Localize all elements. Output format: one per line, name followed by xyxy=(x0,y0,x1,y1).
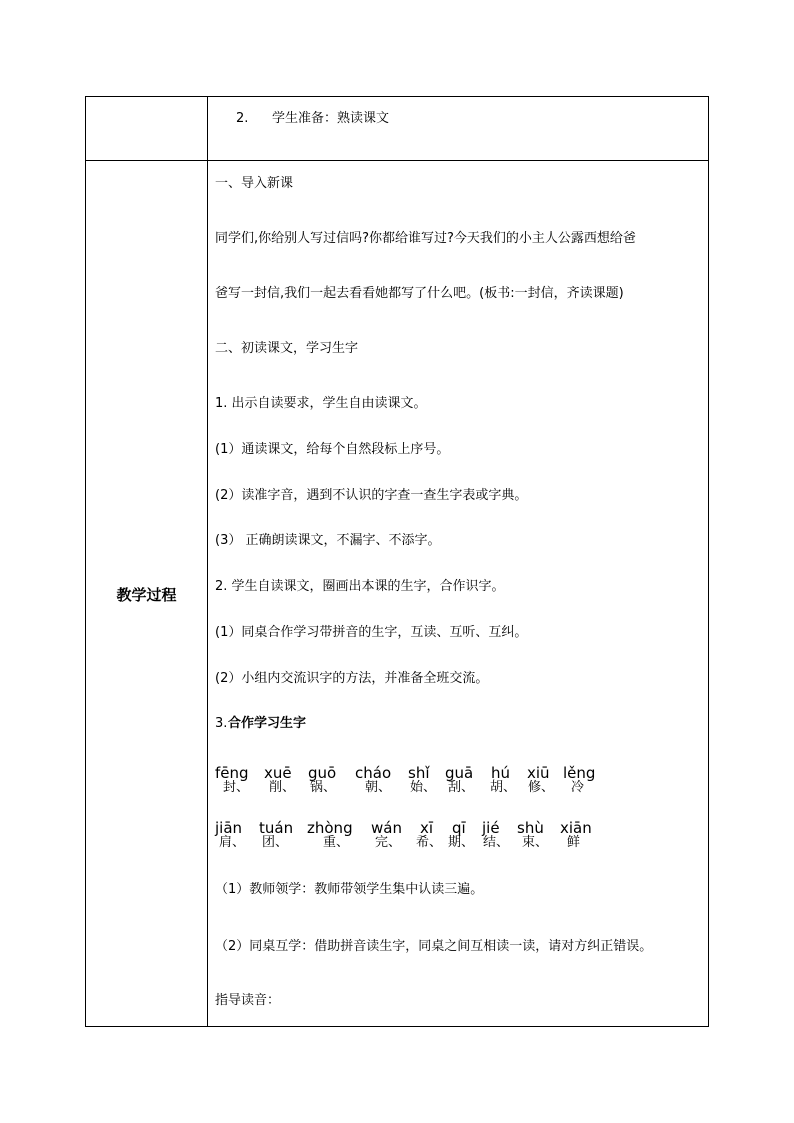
hanzi: 希、 xyxy=(416,835,443,850)
pinyin: wán xyxy=(371,819,402,837)
pinyin: guō xyxy=(308,764,337,782)
hanzi: 修、 xyxy=(528,780,555,795)
step-1-a: (1）通读课文，给每个自然段标上序号。 xyxy=(215,442,450,457)
teach-step-1: （1）教师领学：教师带领学生集中认读三遍。 xyxy=(215,882,484,897)
step-2-a: (1）同桌合作学习带拼音的生字，互读、互听、互纠。 xyxy=(215,625,528,640)
prep-number: 2. xyxy=(236,111,249,126)
hanzi: 团、 xyxy=(262,835,289,850)
pinyin: lěng xyxy=(563,764,596,782)
step-1-b: (2）读准字音，遇到不认识的字查一查生字表或字典。 xyxy=(215,488,528,503)
read-heading: 二、初读课文，学习生字 xyxy=(215,341,359,356)
pinyin: shù xyxy=(517,819,544,837)
intro-paragraph-2: 爸写一封信,我们一起去看看她都写了什么吧。(板书:一封信，齐读课题) xyxy=(215,286,624,301)
hanzi: 锅、 xyxy=(310,780,337,795)
step-3-title: 合作学习生字 xyxy=(228,716,307,731)
hanzi: 削、 xyxy=(269,780,296,795)
step-2-b: (2）小组内交流识字的方法，并准备全班交流。 xyxy=(215,671,489,686)
step-1-c: (3） 正确朗读课文，不漏字、不添字。 xyxy=(215,533,441,548)
hanzi: 冷 xyxy=(571,780,585,795)
prep-text: 学生准备：熟读课文 xyxy=(272,111,390,126)
hanzi: 结、 xyxy=(483,835,510,850)
hanzi: 期、 xyxy=(448,835,475,850)
pinyin: xī xyxy=(420,819,434,837)
step-2: 2. 学生自读课文，圈画出本课的生字，合作识字。 xyxy=(215,579,505,594)
pinyin: xiū xyxy=(527,764,550,782)
hanzi: 完、 xyxy=(375,835,402,850)
column-divider xyxy=(207,97,208,1026)
hanzi: 始、 xyxy=(410,780,437,795)
hanzi: 肩、 xyxy=(219,835,246,850)
pinyin: jiān xyxy=(215,819,243,837)
pinyin: zhòng xyxy=(307,819,353,837)
pinyin: tuán xyxy=(259,819,294,837)
pinyin: shǐ xyxy=(408,764,430,782)
pinyin: cháo xyxy=(355,764,392,782)
hanzi: 封、 xyxy=(223,780,250,795)
pinyin: jié xyxy=(482,819,500,837)
hanzi: 刮、 xyxy=(448,780,475,795)
guide-reading: 指导读音： xyxy=(215,993,281,1008)
pinyin: xuē xyxy=(264,764,292,782)
intro-paragraph-1: 同学们,你给别人写过信吗?你都给谁写过?今天我们的小主人公露西想给爸 xyxy=(215,231,636,246)
teach-step-2: （2）同桌互学：借助拼音读生字，同桌之间互相读一读，请对方纠正错误。 xyxy=(215,939,653,954)
hanzi: 重、 xyxy=(323,835,350,850)
hanzi: 鲜 xyxy=(567,835,581,850)
pinyin: guā xyxy=(445,764,474,782)
hanzi: 朝、 xyxy=(365,780,392,795)
pinyin: fēng xyxy=(215,764,249,782)
pinyin: qī xyxy=(452,819,466,837)
hanzi: 束、 xyxy=(522,835,549,850)
hanzi: 胡、 xyxy=(490,780,517,795)
step-1: 1. 出示自读要求，学生自由读课文。 xyxy=(215,396,427,411)
section-label: 教学过程 xyxy=(116,585,177,604)
pinyin: xiān xyxy=(560,819,592,837)
intro-heading: 一、导入新课 xyxy=(215,176,294,191)
pinyin: hú xyxy=(491,764,511,782)
step-3-number: 3. xyxy=(215,716,228,731)
